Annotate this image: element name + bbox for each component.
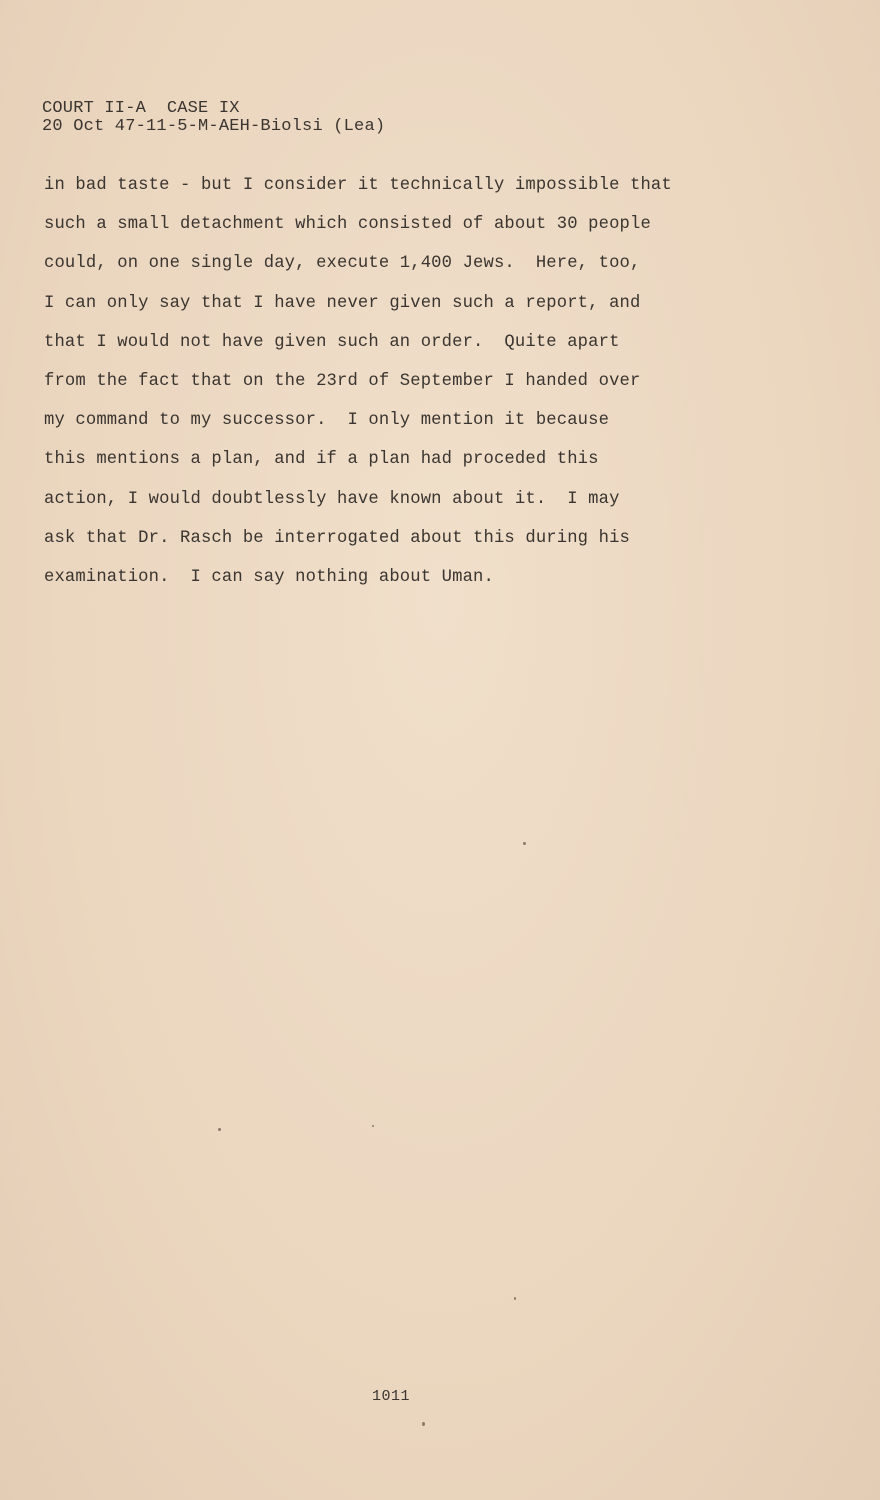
- header-court-case: COURT II-A CASE IX: [42, 99, 240, 118]
- body-line: I can only say that I have never given such a report, and: [44, 293, 641, 313]
- body-line: this mentions a plan, and if a plan had proceded this: [44, 450, 599, 470]
- document-body: [44, 174, 844, 605]
- body-line: my command to my successor. I only mention it because: [44, 411, 610, 431]
- paper-speck: [514, 1297, 516, 1300]
- paper-speck: [422, 1422, 425, 1426]
- paper-speck: [523, 842, 526, 845]
- paper-speck: [372, 1125, 374, 1127]
- body-line: ask that Dr. Rasch be interrogated about this during his: [44, 528, 630, 548]
- page-number: 1011: [372, 1388, 411, 1405]
- body-line: could, on one single day, execute 1,400 Jews. Here, too,: [44, 254, 641, 274]
- body-line: action, I would doubtlessly have known about it. I may: [44, 489, 620, 509]
- paper-speck: [218, 1128, 221, 1131]
- body-line: from the fact that on the 23rd of September I handed over: [44, 371, 641, 391]
- body-line: such a small detachment which consisted of about 30 people: [44, 215, 651, 235]
- document-header: [42, 100, 385, 136]
- header-date-reference: 20 Oct 47-11-5-M-AEH-Biolsi (Lea): [42, 117, 386, 136]
- body-line: that I would not have given such an order. Quite apart: [44, 332, 620, 352]
- body-line: examination. I can say nothing about Uman.: [44, 567, 494, 587]
- body-line: in bad taste - but I consider it technically impossible that: [44, 176, 672, 195]
